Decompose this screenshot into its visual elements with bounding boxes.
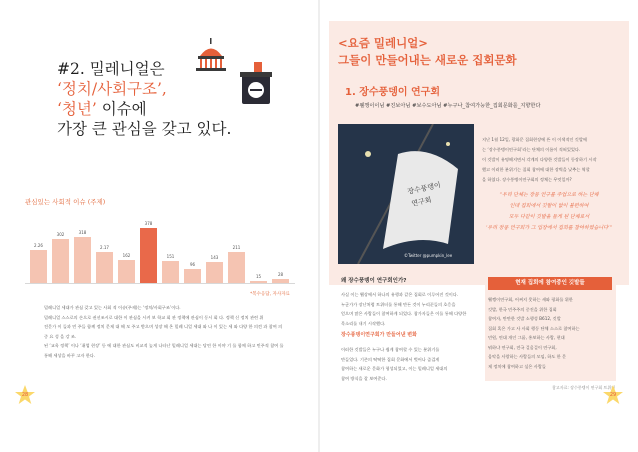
- heading-line3-highlight: ‘청년’: [57, 100, 97, 118]
- qa-heading-2: 장수풍뎅이연구회가 만들어낸 변화: [341, 332, 417, 338]
- left-body-paragraph: 밀레니얼 세대가 관심 갖고 있는 사회 적 이슈(주제)는 ‘정치/사회구조’이다.: [44, 305, 181, 310]
- intro-line: 했고 이러한 분위기는 집회 참여에 대한 장벽을 낮추는 역할: [482, 167, 590, 172]
- heading-line4: 가장 큰 관심을 갖고 있다.: [57, 120, 232, 138]
- chart-bar-value: 162: [122, 252, 131, 258]
- chart-bar-value: 28: [277, 271, 284, 277]
- heading-line3-rest: 이슈에: [96, 100, 147, 118]
- qa-line: 얻으며 많은 사람들이 참여하게 되었다. 참가자들은 이를 통해 다양한: [341, 311, 467, 316]
- chart-bar: [272, 279, 289, 283]
- qa-line: 목소리를 내기 시작했다.: [341, 320, 386, 326]
- qa-line: 이러한 깃발들은 누구나 쉽게 참여할 수 있는 분위기를: [341, 347, 440, 352]
- intro-line: 지난 1월 12일, 광화문 집회현장에 뜬 이 이색적인 깃발에: [482, 137, 587, 142]
- chart-bar: [74, 237, 91, 283]
- chart-bar-value: 378: [144, 221, 153, 227]
- right-title-line1: <요즘 밀레니얼>: [338, 36, 428, 50]
- chart-title: 관심있는 사회적 이슈 (주제): [25, 198, 106, 206]
- left-body-paragraph: 된 ‘교육 정책’ 이나 ‘취업 현장’ 등 에 대한 관심도 비교적 높게 나타난 밀레니얼 세대는 당연 한 이야 기 를 함께 하고 민주적 참여 를 통해 세상을 바꾸 고자 한다.: [44, 343, 284, 358]
- flag-illustration: [338, 124, 474, 264]
- box-line: 깃발, 한국 민주주의 중진을 위한 집회: [488, 306, 557, 312]
- protest-flag-photo: [338, 124, 474, 264]
- intro-line: 는 ‘장수풍뎅이연구회’라는 단체의 이름이 적혀있었다.: [482, 147, 581, 152]
- chart-bar: [30, 250, 47, 283]
- chart-bar: [140, 228, 157, 283]
- qa-line: 누군가가 장난처럼 트위터를 통해 만든 것이 누리꾼들의 호응을: [341, 301, 456, 307]
- chart-bar: [162, 261, 179, 283]
- section-heading: 1. 장수풍뎅이 연구회: [345, 87, 440, 98]
- chart-bar-value: 302: [56, 232, 65, 238]
- chart-bar: [206, 262, 223, 283]
- chart-bar-value: 96: [189, 262, 196, 268]
- chart-bar-value: 211: [232, 245, 241, 251]
- chart-bar-value: 318: [78, 229, 87, 235]
- chart-bar: [228, 252, 245, 283]
- qa-heading: 왜 장수풍뎅이 연구회인가?: [341, 278, 407, 284]
- intro-text: [482, 135, 614, 185]
- capitol-building-icon: [190, 38, 234, 74]
- intro-line: 이 깃발이 유명해지면서 각계의 다양한 깃발들이 등장하기 시작: [482, 157, 597, 162]
- qa-line: 사실 이는 웹상에서 하나의 유행과 같은 집회로 이루어진 것이다.: [341, 292, 459, 297]
- chart-bar: [184, 269, 201, 283]
- chart-bar: [52, 239, 69, 283]
- heading-line1: #2. 밀레니얼은: [57, 60, 165, 78]
- hashtags: #웰깽이이님 #진보아님 #보수도아님 #누구나_참여가능한_집회문화를_지향한다: [355, 103, 541, 109]
- box-line: 뭐하냐 연구회, 전국 걸음걸이 연구회,: [488, 344, 557, 350]
- left-body-paragraph: 전문가 이 들과 민 주들 함께 정치 문제 대 해 모 주고 받으며 성장 해 온 밀레 니얼 세대 와 나 이 있는 세 와 다양 한 의견 과 참여 의 중 요 성 을 강 조.: [44, 324, 283, 339]
- chart-bar: [250, 281, 267, 283]
- svg-text:연구회: 연구회: [410, 195, 433, 208]
- qa-text-2: [341, 345, 475, 383]
- chart-bar-value: 143: [210, 255, 219, 261]
- qa-line: 참여 방식을 잘 보여준다.: [341, 375, 387, 381]
- chart-bar-value: 15: [255, 273, 262, 279]
- chart-bar-value: 2.17: [100, 244, 109, 250]
- photo-credit: ©Twitter @pumpkin_lee: [404, 253, 453, 258]
- page-spine: [318, 0, 320, 452]
- chart-bar: [118, 260, 135, 283]
- quote-line: “우리 단체는 장풍 연구를 주업으로 하는 단체: [499, 192, 599, 198]
- box-line: 음악을 사랑하는 사람들의 모임, 하도 한 문: [488, 354, 567, 359]
- qa-line: 참여하는 새로운 문화가 형성되었고, 이는 밀레니얼 세대의: [341, 366, 448, 371]
- intro-line: 을 하였다. 장수풍뎅이연구회의 정체는 무엇일까?: [482, 177, 572, 182]
- quote-line: 인데 집회에서 깃발이 없이 불편하여: [509, 203, 589, 209]
- quote-line: 모두 다같이 깃발을 들게 된 단체로서: [508, 214, 590, 220]
- chart-baseline: [25, 283, 295, 284]
- chart-bar-value: 151: [166, 254, 175, 260]
- chart-note: *복수응답, 자사자료: [250, 292, 290, 297]
- left-body-text: [44, 303, 284, 360]
- box-line: 웰깽이연구회, 어쩌지 못하는 새와 평화를 위한: [488, 297, 573, 302]
- box-line: 집회 혹은 가고 사 사회 행동 단체 스스로 참여하는: [488, 325, 580, 331]
- page-number-left: 28: [21, 392, 29, 398]
- ballot-box-icon: [236, 60, 276, 106]
- box-line: 제 정치에 참여하고 싶은 사람들: [488, 363, 546, 369]
- qa-text: [341, 290, 475, 328]
- box-line: 참여자, 만만한 깃발 소행성 B612, 깃발: [488, 316, 561, 321]
- chart-bar-value: 2.26: [34, 243, 43, 249]
- pull-quote: [483, 190, 615, 234]
- quote-line: ‘우리 장풍 연구회가 그 입장에서 집회를 참여하였습니다’”: [485, 225, 613, 231]
- heading-line2: ‘정치/사회구조’,: [57, 80, 167, 98]
- right-title-line2: 그들이 만들어내는 새로운 집회문화: [338, 53, 517, 67]
- left-body-paragraph: 밀레니얼 스스로의 손으로 권선조시로 대한 이 관심을 시켜 보 학교 회 관 정책에 관심이 동시 회 다. 정책 신 정치 관련 위: [44, 314, 264, 320]
- info-box-note: 참고자료: 장수풍뎅이 연구회 트위터: [552, 385, 616, 390]
- page-number-right: 29: [609, 392, 617, 398]
- info-box-text: [488, 295, 612, 371]
- chart-bar: [96, 252, 113, 283]
- svg-text:장수풍뎅이: 장수풍뎅이: [406, 181, 442, 196]
- box-line: 민원, 연대 개인 그룹, 홍보하는 사람, 현대: [488, 335, 565, 340]
- qa-line: 만들었다. 기존의 딱딱한 집회 문화에서 벗어나 즐겁게: [341, 356, 440, 362]
- info-box-title: 현재 집회에 참여중인 깃발들: [488, 277, 612, 290]
